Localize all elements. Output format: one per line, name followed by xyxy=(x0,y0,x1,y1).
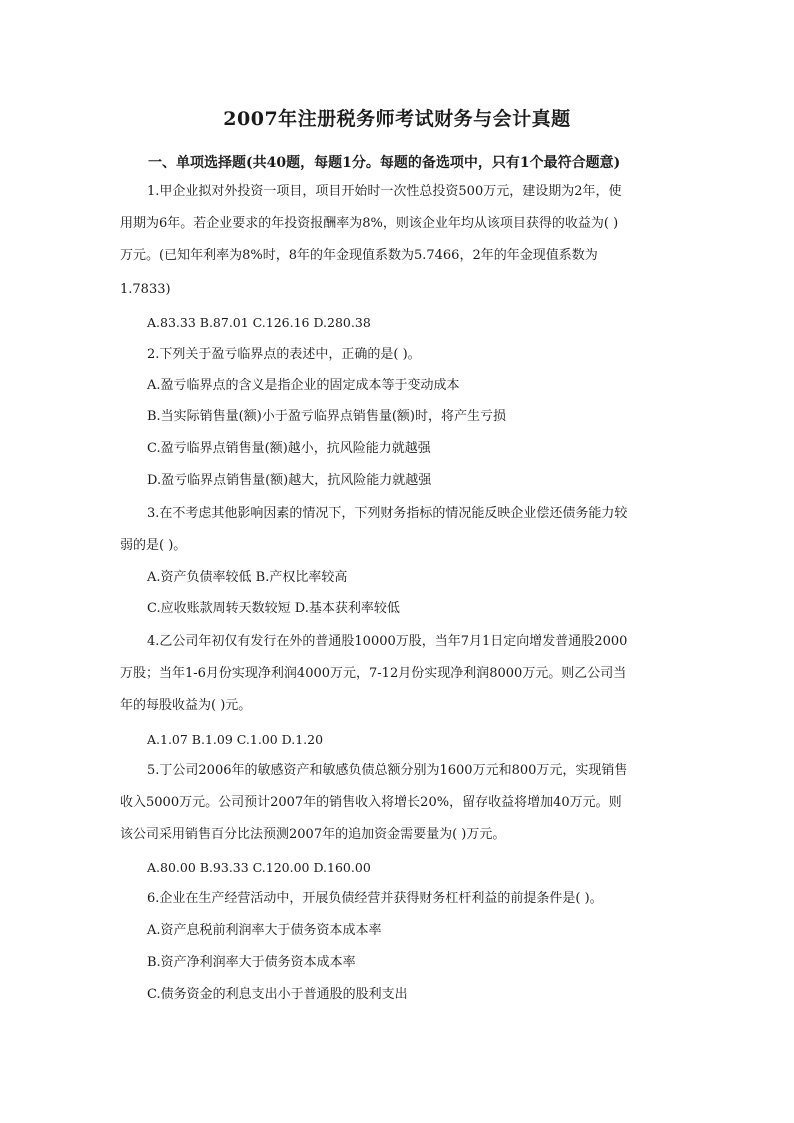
question-2-option-d: D.盈亏临界点销售量(额)越大，抗风险能力就越强 xyxy=(147,473,432,488)
question-1-line-3: 万元。(已知年利率为8%时，8年的年金现值系数为5.7466，2年的年金现值系数为 xyxy=(120,248,598,263)
question-5-line-2: 收入5000万元。公司预计2007年的销售收入将增长20%，留存收益将增加40万元。则 xyxy=(120,795,622,810)
question-1-options: A.83.33 B.87.01 C.126.16 D.280.38 xyxy=(147,315,371,330)
question-4-options: A.1.07 B.1.09 C.1.00 D.1.20 xyxy=(147,732,324,747)
question-2-option-c: C.盈亏临界点销售量(额)越小，抗风险能力就越强 xyxy=(147,441,431,456)
question-3-line-1: 3.在不考虑其他影响因素的情况下，下列财务指标的情况能反映企业偿还债务能力较 xyxy=(147,506,628,521)
question-4-line-2: 万股；当年1-6月份实现净利润4000万元，7-12月份实现净利润8000万元。则乙公司当 xyxy=(120,666,627,681)
question-6-option-b: B.资产净利润率大于债务资本成本率 xyxy=(147,955,356,970)
question-5-options: A.80.00 B.93.33 C.120.00 D.160.00 xyxy=(147,860,371,875)
question-1-line-4: 1.7833) xyxy=(120,282,171,297)
question-2-option-a: A.盈亏临界点的含义是指企业的固定成本等于变动成本 xyxy=(147,378,460,393)
question-6-option-c: C.债务资金的利息支出小于普通股的股利支出 xyxy=(147,987,408,1002)
question-1-line-2: 用期为6年。若企业要求的年投资报酬率为8%，则该企业年均从该项目获得的收益为( ) xyxy=(120,216,619,231)
document-title: 2007年注册税务师考试财务与会计真题 xyxy=(223,108,571,130)
question-5-line-1: 5.丁公司2006年的敏感资产和敏感负债总额分别为1600万元和800万元，实现销售 xyxy=(147,763,628,778)
question-3-options-ab: A.资产负债率较低 B.产权比率较高 xyxy=(147,570,348,585)
question-4-line-1: 4.乙公司年初仅有发行在外的普通股10000万股，当年7月1日定向增发普通股2000 xyxy=(147,634,628,649)
question-1-line-1: 1.甲企业拟对外投资一项目，项目开始时一次性总投资500万元，建设期为2年，使 xyxy=(147,184,622,199)
question-6-stem: 6.企业在生产经营活动中，开展负债经营并获得财务杠杆利益的前提条件是( )。 xyxy=(147,891,603,906)
question-3-options-cd: C.应收账款周转天数较短 D.基本获利率较低 xyxy=(147,601,400,616)
question-5-line-3: 该公司采用销售百分比法预测2007年的追加资金需要量为( )万元。 xyxy=(120,827,506,842)
question-6-option-a: A.资产息税前利润率大于债务资本成本率 xyxy=(147,923,382,938)
question-2-option-b: B.当实际销售量(额)小于盈亏临界点销售量(额)时，将产生亏损 xyxy=(147,409,506,424)
section-heading: 一、单项选择题(共40题，每题1分。每题的备选项中，只有1个最符合题意) xyxy=(148,155,621,171)
question-3-line-2: 弱的是( )。 xyxy=(120,538,187,553)
question-4-line-3: 年的每股收益为( )元。 xyxy=(120,698,252,713)
question-2-stem: 2.下列关于盈亏临界点的表述中，正确的是( )。 xyxy=(147,347,421,362)
